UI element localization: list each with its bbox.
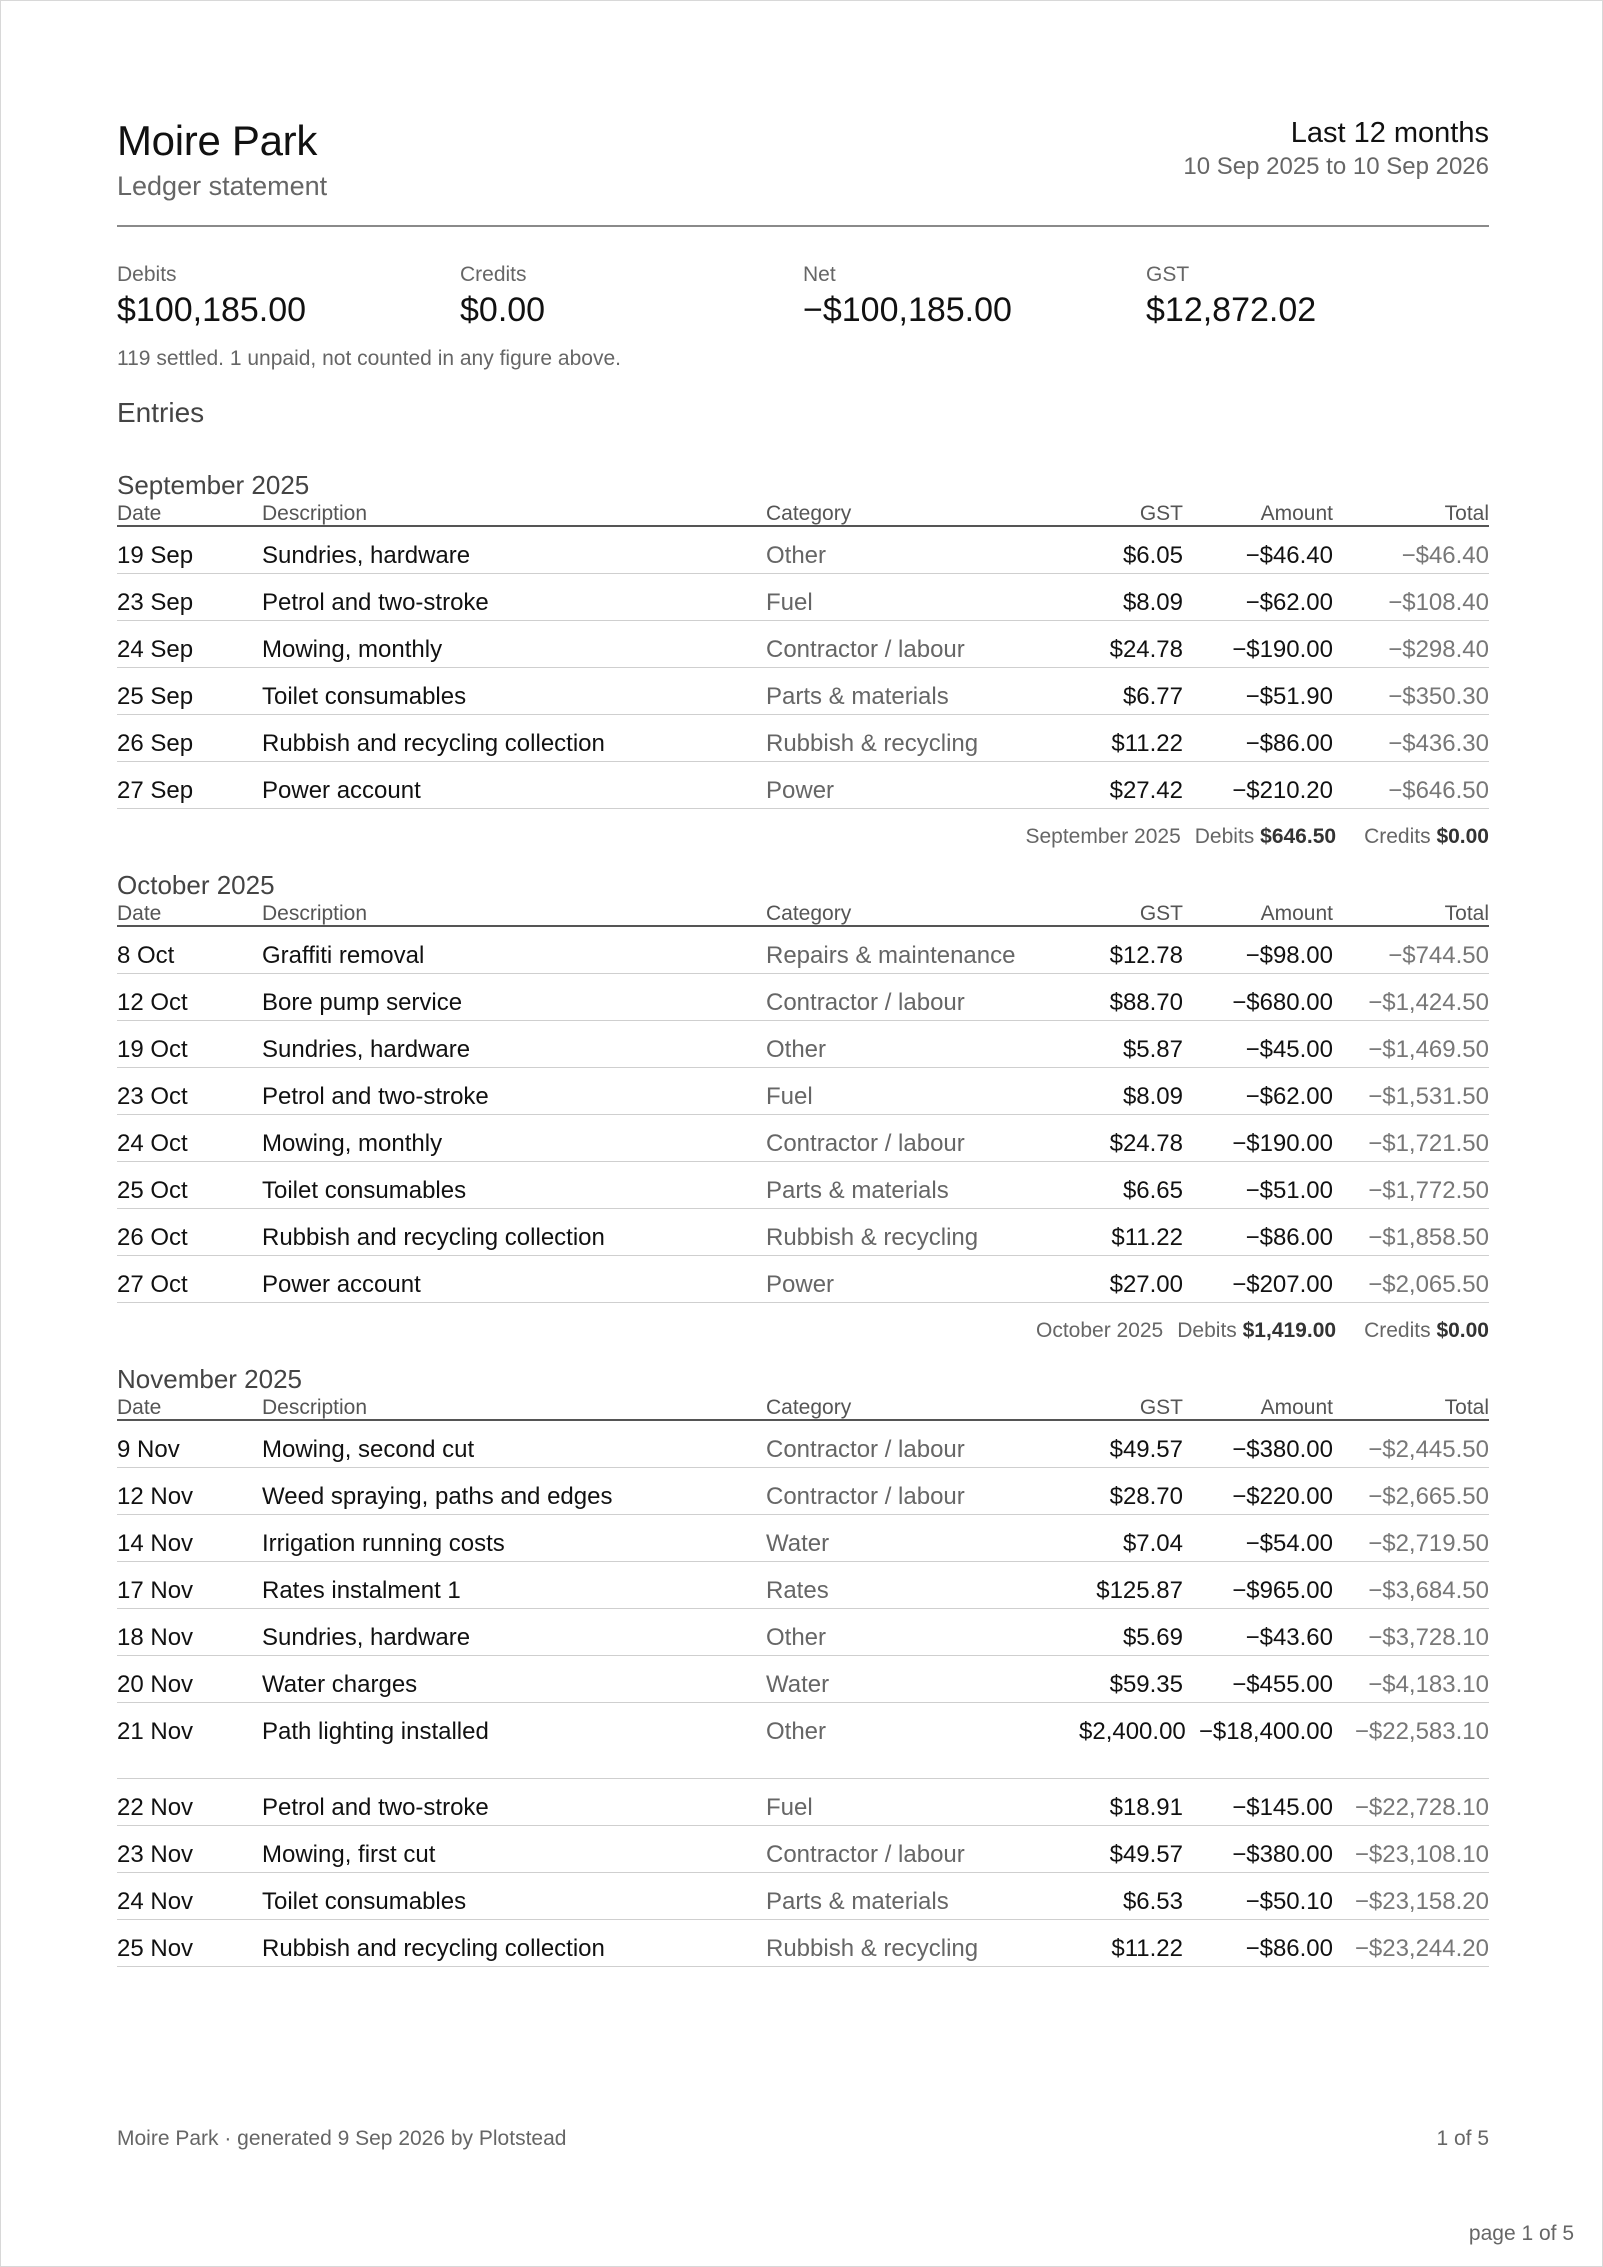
summary-credits — [460, 263, 545, 330]
row-date: 24 Oct — [117, 1130, 188, 1157]
row-amount: −$18,400.00 — [1198, 1718, 1333, 1745]
row-gst: $7.04 — [1122, 1530, 1183, 1557]
row-gst: $6.53 — [1122, 1888, 1183, 1915]
col-description-header: Description — [262, 502, 368, 525]
row-category: Power — [766, 1271, 835, 1298]
row-total: −$3,684.50 — [1368, 1577, 1489, 1604]
subtotal-debits-value: $646.50 — [1260, 825, 1337, 848]
row-amount: −$680.00 — [1232, 989, 1333, 1016]
col-date-header: Date — [117, 1396, 162, 1419]
row-description: Weed spraying, paths and edges — [262, 1483, 613, 1510]
row-total: −$436.30 — [1388, 730, 1489, 757]
row-amount: −$43.60 — [1245, 1624, 1333, 1651]
col-gst-header: GST — [1139, 902, 1183, 925]
row-total: −$4,183.10 — [1368, 1671, 1489, 1698]
col-amount-header: Amount — [1260, 502, 1333, 525]
row-total: −$744.50 — [1388, 942, 1489, 969]
row-gst: $59.35 — [1109, 1671, 1183, 1698]
col-gst-header: GST — [1139, 1396, 1183, 1419]
row-date: 19 Oct — [117, 1036, 188, 1063]
row-date: 20 Nov — [117, 1671, 194, 1698]
row-description: Bore pump service — [262, 989, 463, 1016]
subtotal-credits-label: Credits — [1364, 825, 1431, 848]
row-description: Rubbish and recycling collection — [262, 1224, 605, 1251]
row-gst: $6.05 — [1122, 542, 1183, 569]
table-row — [117, 1162, 1489, 1209]
row-amount: −$86.00 — [1245, 730, 1333, 757]
row-category: Fuel — [766, 1083, 813, 1110]
month-section — [117, 867, 1489, 1361]
row-description: Sundries, hardware — [262, 1036, 471, 1063]
row-total: −$2,065.50 — [1368, 1271, 1489, 1298]
row-amount: −$190.00 — [1232, 636, 1333, 663]
row-gst: $24.78 — [1109, 1130, 1183, 1157]
row-category: Parts & materials — [766, 1888, 949, 1915]
row-date: 8 Oct — [117, 942, 175, 969]
row-total: −$2,445.50 — [1368, 1436, 1489, 1463]
col-category-header: Category — [766, 502, 852, 525]
month-title: October 2025 — [117, 870, 275, 900]
table-row — [117, 974, 1489, 1021]
table-row — [117, 1115, 1489, 1162]
row-category: Repairs & maintenance — [766, 942, 1016, 969]
month-title: September 2025 — [117, 470, 310, 500]
table-row — [117, 1256, 1489, 1303]
row-gst: $18.91 — [1109, 1794, 1183, 1821]
table-row — [117, 715, 1489, 762]
table-row — [117, 574, 1489, 621]
row-total: −$1,858.50 — [1368, 1224, 1489, 1251]
row-category: Rates — [766, 1577, 829, 1604]
row-date: 17 Nov — [117, 1577, 194, 1604]
row-total: −$23,158.20 — [1354, 1888, 1489, 1915]
summary-net-value: −$100,185.00 — [803, 291, 1012, 329]
row-date: 25 Nov — [117, 1935, 194, 1962]
summary-section — [117, 263, 1489, 395]
summary-gst-label: GST — [1146, 263, 1190, 286]
table-row — [117, 668, 1489, 715]
row-date: 24 Nov — [117, 1888, 194, 1915]
table-row — [117, 1920, 1489, 1967]
table-row — [117, 1826, 1489, 1873]
table-row — [117, 1779, 1489, 1826]
row-date: 12 Nov — [117, 1483, 194, 1510]
row-total: −$23,244.20 — [1354, 1935, 1489, 1962]
row-date: 27 Oct — [117, 1271, 188, 1298]
row-description: Toilet consumables — [262, 683, 467, 710]
page-title: Moire Park — [117, 117, 318, 164]
row-gst: $49.57 — [1109, 1841, 1183, 1868]
row-total: −$2,719.50 — [1368, 1530, 1489, 1557]
row-date: 26 Oct — [117, 1224, 188, 1251]
table-row — [117, 621, 1489, 668]
row-amount: −$207.00 — [1232, 1271, 1333, 1298]
table-row — [117, 527, 1489, 574]
row-amount: −$86.00 — [1245, 1935, 1333, 1962]
row-gst: $2,400.00 — [1079, 1718, 1186, 1745]
row-gst: $5.69 — [1122, 1624, 1183, 1651]
col-date-header: Date — [117, 502, 162, 525]
row-gst: $6.77 — [1122, 683, 1183, 710]
summary-debits-value: $100,185.00 — [117, 291, 307, 329]
table-row — [117, 927, 1489, 974]
footer-page-count: 1 of 5 — [1436, 2127, 1489, 2150]
subtotal-credits-value: $0.00 — [1436, 825, 1489, 848]
row-category: Fuel — [766, 1794, 813, 1821]
col-total-header: Total — [1444, 1396, 1489, 1419]
row-date: 9 Nov — [117, 1436, 180, 1463]
row-gst: $125.87 — [1096, 1577, 1183, 1604]
row-gst: $24.78 — [1109, 636, 1183, 663]
row-description: Mowing, monthly — [262, 1130, 443, 1157]
row-gst: $6.65 — [1122, 1177, 1183, 1204]
row-category: Other — [766, 1718, 827, 1745]
row-date: 21 Nov — [117, 1718, 194, 1745]
row-date: 23 Nov — [117, 1841, 194, 1868]
row-amount: −$98.00 — [1245, 942, 1333, 969]
table-row — [117, 1562, 1489, 1609]
row-amount: −$50.10 — [1245, 1888, 1333, 1915]
row-total: −$22,583.10 — [1354, 1718, 1489, 1745]
row-date: 23 Sep — [117, 589, 194, 616]
row-description: Mowing, first cut — [262, 1841, 436, 1868]
row-description: Petrol and two-stroke — [262, 1794, 489, 1821]
row-amount: −$210.20 — [1232, 777, 1333, 804]
row-total: −$350.30 — [1388, 683, 1489, 710]
table-row — [117, 1421, 1489, 1468]
row-amount: −$190.00 — [1232, 1130, 1333, 1157]
subtotal-debits-label: Debits — [1177, 1319, 1237, 1342]
row-date: 23 Oct — [117, 1083, 188, 1110]
row-category: Rubbish & recycling — [766, 1935, 979, 1962]
date-range: 10 Sep 2025 to 10 Sep 2026 — [1183, 153, 1489, 180]
entries-heading: Entries — [117, 397, 205, 428]
row-total: −$1,531.50 — [1368, 1083, 1489, 1110]
row-date: 27 Sep — [117, 777, 194, 804]
row-date: 25 Sep — [117, 683, 194, 710]
row-category: Contractor / labour — [766, 1483, 965, 1510]
table-row — [117, 1515, 1489, 1562]
table-row — [117, 1209, 1489, 1256]
col-description-header: Description — [262, 1396, 368, 1419]
row-gst: $27.00 — [1109, 1271, 1183, 1298]
row-description: Sundries, hardware — [262, 1624, 471, 1651]
entries-list — [117, 467, 1489, 1967]
col-amount-header: Amount — [1260, 902, 1333, 925]
table-row — [117, 1609, 1489, 1656]
subtotal-label: September 2025 — [1025, 825, 1181, 848]
subtotal-label: October 2025 — [1035, 1319, 1164, 1342]
row-description: Power account — [262, 1271, 421, 1298]
month-section — [117, 1361, 1489, 1967]
row-amount: −$380.00 — [1232, 1841, 1333, 1868]
statement-content — [117, 117, 1489, 1967]
month-title: November 2025 — [117, 1364, 302, 1394]
statement-header — [117, 117, 1489, 227]
row-description: Petrol and two-stroke — [262, 589, 489, 616]
page-subtitle: Ledger statement — [117, 171, 328, 201]
row-total: −$1,721.50 — [1368, 1130, 1489, 1157]
row-category: Parts & materials — [766, 683, 949, 710]
table-row — [117, 1468, 1489, 1515]
row-category: Contractor / labour — [766, 989, 965, 1016]
row-gst: $11.22 — [1111, 730, 1183, 757]
col-category-header: Category — [766, 902, 852, 925]
row-total: −$2,665.50 — [1368, 1483, 1489, 1510]
row-amount: −$46.40 — [1245, 542, 1333, 569]
col-amount-header: Amount — [1260, 1396, 1333, 1419]
row-description: Rates instalment 1 — [262, 1577, 461, 1604]
row-total: −$22,728.10 — [1354, 1794, 1489, 1821]
row-description: Toilet consumables — [262, 1177, 467, 1204]
table-header — [117, 903, 1489, 927]
col-total-header: Total — [1444, 902, 1489, 925]
subtotal-debits-label: Debits — [1194, 825, 1255, 848]
row-total: −$23,108.10 — [1354, 1841, 1489, 1868]
month-section — [117, 467, 1489, 867]
summary-note: 119 settled. 1 unpaid, not counted in any figure above. — [117, 347, 621, 370]
row-amount: −$45.00 — [1245, 1036, 1333, 1063]
table-header — [117, 1397, 1489, 1421]
subtotal-credits-label: Credits — [1364, 1319, 1431, 1342]
row-category: Rubbish & recycling — [766, 1224, 979, 1251]
row-description: Rubbish and recycling collection — [262, 1935, 605, 1962]
row-category: Rubbish & recycling — [766, 730, 979, 757]
summary-debits — [117, 263, 306, 330]
row-amount: −$145.00 — [1232, 1794, 1333, 1821]
row-gst: $28.70 — [1109, 1483, 1183, 1510]
subtotal-debits-value: $1,419.00 — [1242, 1319, 1337, 1342]
row-category: Contractor / labour — [766, 1841, 965, 1868]
row-total: −$646.50 — [1388, 777, 1489, 804]
row-amount: −$51.90 — [1245, 683, 1333, 710]
row-category: Fuel — [766, 589, 813, 616]
row-gst: $27.42 — [1109, 777, 1183, 804]
row-description: Path lighting installed — [262, 1718, 489, 1745]
row-description: Rubbish and recycling collection — [262, 730, 605, 757]
row-gst: $8.09 — [1122, 589, 1183, 616]
table-header — [117, 503, 1489, 527]
row-category: Contractor / labour — [766, 1436, 965, 1463]
row-date: 26 Sep — [117, 730, 194, 757]
summary-net — [803, 263, 1012, 330]
row-description: Sundries, hardware — [262, 542, 471, 569]
row-gst: $12.78 — [1109, 942, 1183, 969]
row-description: Irrigation running costs — [262, 1530, 505, 1557]
row-date: 18 Nov — [117, 1624, 194, 1651]
row-date: 14 Nov — [117, 1530, 194, 1557]
table-row — [117, 1873, 1489, 1920]
summary-credits-value: $0.00 — [460, 291, 546, 329]
row-category: Water — [766, 1671, 830, 1698]
row-total: −$3,728.10 — [1368, 1624, 1489, 1651]
summary-debits-label: Debits — [117, 263, 177, 286]
row-amount: −$62.00 — [1245, 1083, 1333, 1110]
row-description: Power account — [262, 777, 421, 804]
row-gst: $49.57 — [1109, 1436, 1183, 1463]
row-amount: −$51.00 — [1245, 1177, 1333, 1204]
row-date: 24 Sep — [117, 636, 194, 663]
row-category: Other — [766, 542, 827, 569]
row-total: −$1,772.50 — [1368, 1177, 1489, 1204]
page-footer — [117, 2127, 1489, 2151]
row-amount: −$965.00 — [1232, 1577, 1333, 1604]
table-row — [117, 762, 1489, 809]
row-category: Contractor / labour — [766, 1130, 965, 1157]
summary-gst — [1146, 263, 1316, 330]
row-amount: −$380.00 — [1232, 1436, 1333, 1463]
month-subtotal — [117, 1303, 1489, 1361]
row-gst: $11.22 — [1111, 1224, 1183, 1251]
row-date: 22 Nov — [117, 1794, 194, 1821]
row-description: Graffiti removal — [262, 942, 425, 969]
row-date: 25 Oct — [117, 1177, 188, 1204]
row-description: Petrol and two-stroke — [262, 1083, 489, 1110]
row-amount: −$62.00 — [1245, 589, 1333, 616]
col-date-header: Date — [117, 902, 162, 925]
footer-generated-text: Moire Park · generated 9 Sep 2026 by Plotstead — [117, 2127, 567, 2150]
row-date: 19 Sep — [117, 542, 194, 569]
row-description: Mowing, second cut — [262, 1436, 475, 1463]
row-category: Water — [766, 1530, 830, 1557]
row-total: −$298.40 — [1388, 636, 1489, 663]
row-amount: −$220.00 — [1232, 1483, 1333, 1510]
row-gst: $11.22 — [1111, 1935, 1183, 1962]
row-gst: $88.70 — [1109, 989, 1183, 1016]
month-subtotal — [117, 809, 1489, 867]
summary-net-label: Net — [803, 263, 836, 286]
row-amount: −$455.00 — [1232, 1671, 1333, 1698]
row-total: −$46.40 — [1401, 542, 1489, 569]
page-number: page 1 of 5 — [1468, 2222, 1574, 2245]
row-total: −$1,424.50 — [1368, 989, 1489, 1016]
row-description: Mowing, monthly — [262, 636, 443, 663]
row-category: Other — [766, 1624, 827, 1651]
table-row — [117, 1068, 1489, 1115]
col-category-header: Category — [766, 1396, 852, 1419]
table-row — [117, 1656, 1489, 1703]
row-date: 12 Oct — [117, 989, 188, 1016]
period-label: Last 12 months — [1290, 117, 1489, 149]
subtotal-credits-value: $0.00 — [1436, 1319, 1489, 1342]
col-gst-header: GST — [1139, 502, 1183, 525]
row-amount: −$54.00 — [1245, 1530, 1333, 1557]
row-gst: $5.87 — [1122, 1036, 1183, 1063]
row-category: Contractor / labour — [766, 636, 965, 663]
row-total: −$108.40 — [1388, 589, 1489, 616]
row-description: Water charges — [262, 1671, 418, 1698]
row-total: −$1,469.50 — [1368, 1036, 1489, 1063]
row-category: Other — [766, 1036, 827, 1063]
row-category: Parts & materials — [766, 1177, 949, 1204]
col-total-header: Total — [1444, 502, 1489, 525]
table-row — [117, 1703, 1489, 1779]
row-gst: $8.09 — [1122, 1083, 1183, 1110]
summary-gst-value: $12,872.02 — [1146, 291, 1317, 329]
summary-credits-label: Credits — [460, 263, 527, 286]
row-category: Power — [766, 777, 835, 804]
row-amount: −$86.00 — [1245, 1224, 1333, 1251]
row-description: Toilet consumables — [262, 1888, 467, 1915]
table-row — [117, 1021, 1489, 1068]
col-description-header: Description — [262, 902, 368, 925]
